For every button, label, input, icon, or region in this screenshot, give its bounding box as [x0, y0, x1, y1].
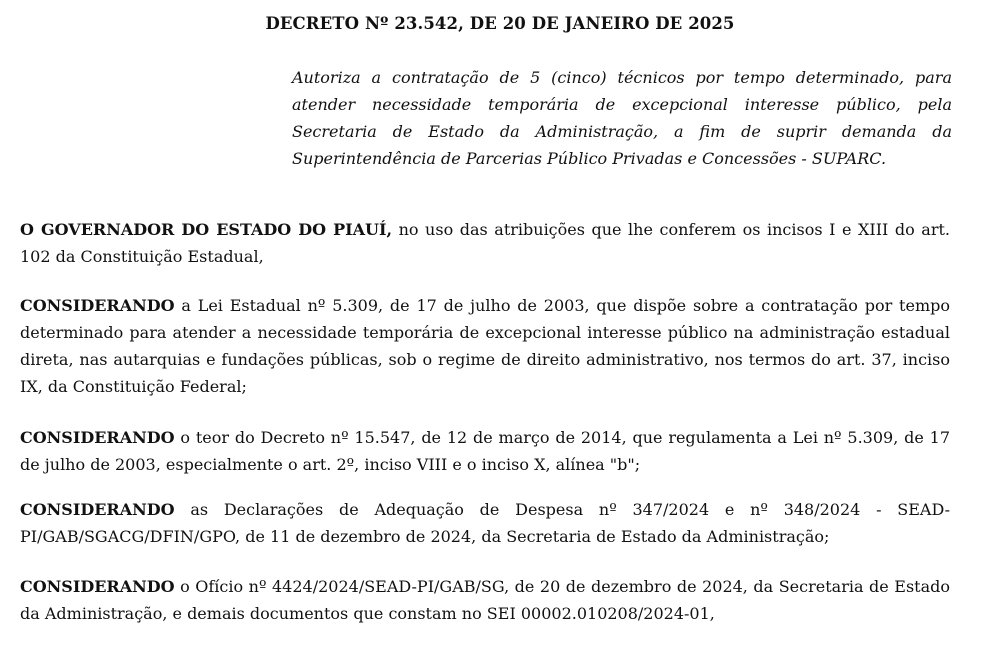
considerando-paragraph: [20, 496, 950, 550]
paragraph-text: no uso das atribuições que lhe conferem os incisos I e XIII do art. 102 da Constituição Estadual,: [20, 220, 950, 266]
decree-ementa: Autoriza a contratação de 5 (cinco) técnicos por tempo determinado, para atender necessidade temporária de excepcional interesse público, pela Secretaria de Estado da Administração, a fim de suprir demanda da Superintendência de Parcerias Público Privadas e Concessões - SUPARC.: [292, 68, 952, 168]
paragraph-text: a Lei Estadual nº 5.309, de 17 de julho de 2003, que dispõe sobre a contratação por tempo determinado para atender a necessidade temporária de excepcional interesse público na administração estadual direta, nas autarquias e fundações públicas, sob o regime de direito administrativo, nos termos do art. 37, inciso IX, da Constituição Federal;: [20, 296, 950, 396]
paragraph-text: o teor do Decreto nº 15.547, de 12 de março de 2014, que regulamenta a Lei nº 5.309, de 17 de julho de 2003, especialmente o art. 2º, inciso VIII e o inciso X, alínea "b";: [20, 428, 950, 474]
paragraph-lead: CONSIDERANDO: [20, 577, 175, 596]
paragraph-lead: CONSIDERANDO: [20, 428, 175, 447]
considerando-paragraph: [20, 573, 950, 627]
paragraph-lead: CONSIDERANDO: [20, 296, 175, 315]
preamble-paragraph: [20, 216, 950, 270]
paragraph-text: as Declarações de Adequação de Despesa nº 347/2024 e nº 348/2024 - SEAD-PI/GAB/SGACG/DFIN/GPO, de 11 de dezembro de 2024, da Secretaria de Estado da Administração;: [20, 500, 950, 546]
paragraph-lead: CONSIDERANDO: [20, 500, 175, 519]
paragraph-lead: O GOVERNADOR DO ESTADO DO PIAUÍ,: [20, 220, 393, 239]
considerando-paragraph: [20, 424, 950, 478]
paragraph-text: o Ofício nº 4424/2024/SEAD-PI/GAB/SG, de 20 de dezembro de 2024, da Secretaria de Estado da Administração, e demais documentos que constam no SEI 00002.010208/2024-01,: [20, 577, 950, 623]
considerando-paragraph: [20, 292, 950, 400]
decree-title: DECRETO Nº 23.542, DE 20 DE JANEIRO DE 2025: [265, 14, 735, 33]
